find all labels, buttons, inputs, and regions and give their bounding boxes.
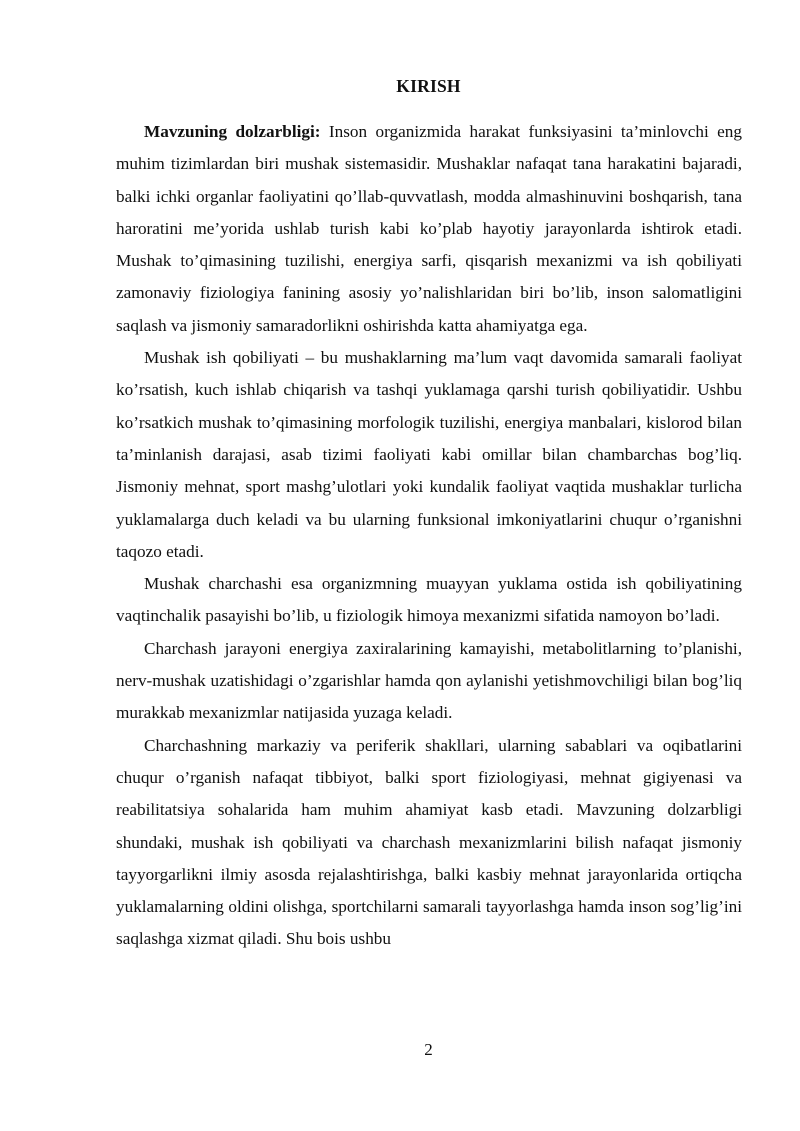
section-heading: KIRISH xyxy=(396,76,461,96)
paragraph-fatigue-process: Charchash jarayoni energiya zaxiralarining kamayishi, metabolitlarning to’planishi, nerv-mushak uzatishidagi o’zgarishlar hamda qon aylanishi yetishmovchiligi bilan bog’liq murakkab mexanizmlar natijasida yuzaga keladi. xyxy=(116,638,742,723)
paragraph-fatigue-forms: Charchashning markaziy va periferik shakllari, ularning sabablari va oqibatlarini chuqur o’rganish nafaqat tibbiyot, balki sport fiziologiyasi, mehnat gigiyenasi va reabilitatsiya sohalarida ham muhim ahamiyat kasb etadi. Mavzuning dolzarbligi shundaki, mushak ish qobiliyati va charchash mexanizmlarini bilish nafaqat jismoniy tayyorgarlikni ilmiy asosda rejalashtirishga, balki kasbiy mehnat jarayonlarida ortiqcha yuklamalarning oldini olishga, sportchilarni samarali tayyorlashga hamda inson sog’lig’ini saqlashga xizmat qiladi. Shu bois ushbu xyxy=(116,735,742,949)
body-text xyxy=(116,116,742,956)
paragraph-muscle-fatigue: Mushak charchashi esa organizmning muayyan yuklama ostida ish qobiliyatining vaqtinchalik pasayishi bo’lib, u fiziologik himoya mexanizmi sifatida namoyon bo’ladi. xyxy=(116,574,742,626)
paragraph-intro xyxy=(116,116,742,342)
intro-lead-in: Mavzuning dolzarbligi: xyxy=(144,122,321,141)
page-number: 2 xyxy=(424,1040,433,1059)
intro-text: Inson organizmida harakat funksiyasini ta’minlovchi eng muhim tizimlardan biri mushak sistemasidir. Mushaklar nafaqat tana harakatini bajaradi, balki ichki organlar faoliyatini qo’llab-quvvatlash, modda almashinuvini boshqarish, tana haroratini me’yorida ushlab turish kabi ko’plab hayotiy jarayonlarda ishtirok etadi. Mushak to’qimasining tuzilishi, energiya sarfi, qisqarish mexanizmi va ish qobiliyati zamonaviy fiziologiya fanining asosiy yo’nalishlaridan biri bo’lib, inson salomatligini saqlash va jismoniy samaradorlikni oshirishda katta ahamiyatga ega. xyxy=(116,122,742,335)
paragraph-work-capacity: Mushak ish qobiliyati – bu mushaklarning ma’lum vaqt davomida samarali faoliyat ko’rsatish, kuch ishlab chiqarish va tashqi yuklamaga qarshi turish qobiliyatidir. Ushbu ko’rsatkich mushak to’qimasining morfologik tuzilishi, energiya manbalari, kislorod bilan ta’minlanish darajasi, asab tizimi faoliyati kabi omillar bilan chambarchas bog’liq. Jismoniy mehnat, sport mashg’ulotlari yoki kundalik faoliyat vaqtida mushaklar turlicha yuklamalarga duch keladi va bu ularning funksional imkoniyatlarini chuqur o’rganishni taqozo etadi. xyxy=(116,348,742,561)
